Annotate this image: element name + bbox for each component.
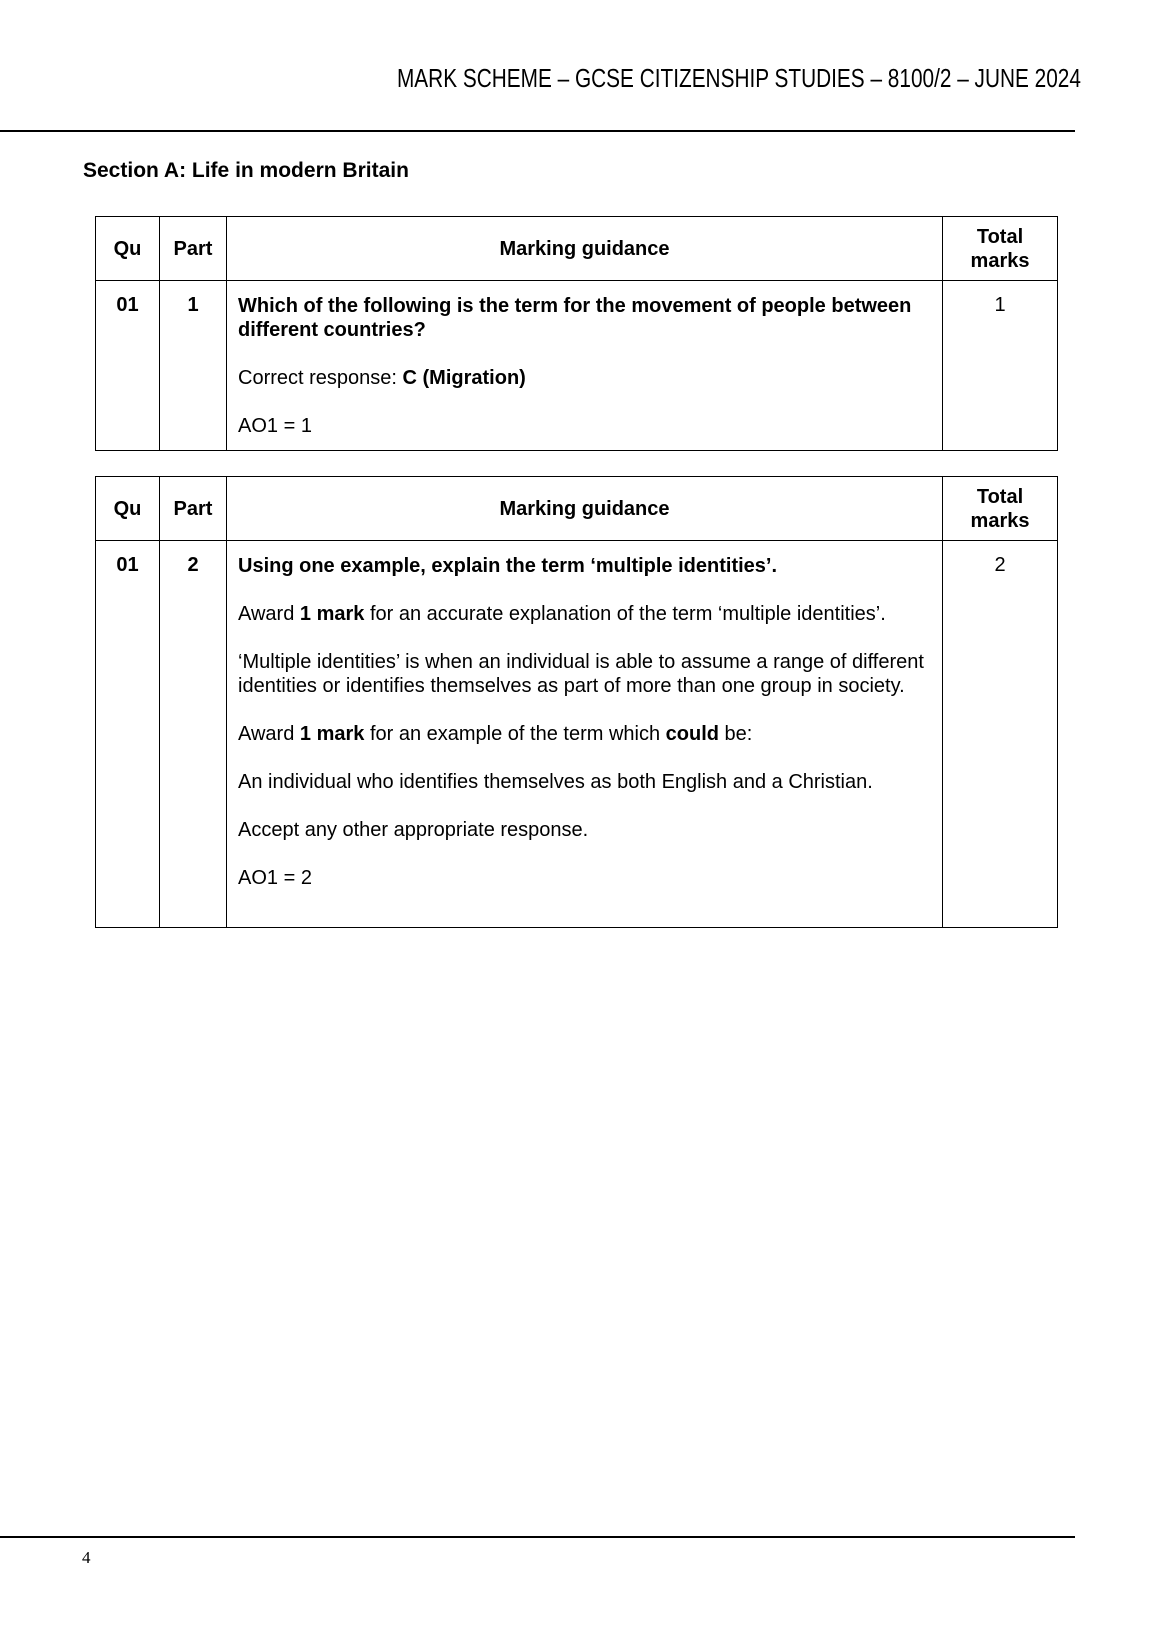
header-title: MARK SCHEME – GCSE CITIZENSHIP STUDIES – 8100/2 – JUNE 2024 — [397, 63, 1081, 93]
col-header-qu: Qu — [96, 217, 160, 281]
guidance-paragraph: ‘Multiple identities’ is when an individual is able to assume a range of different identities or identifies themselves as part of more than one group in society. — [238, 651, 924, 697]
guidance-cell — [227, 281, 943, 451]
guidance-paragraph: Correct response: C (Migration) — [238, 367, 526, 389]
col-header-marking-guidance: Marking guidance — [227, 477, 943, 541]
total-marks-cell: 1 — [943, 281, 1058, 451]
col-header-marking-guidance: Marking guidance — [227, 217, 943, 281]
part-cell: 1 — [160, 281, 227, 451]
mark-row — [96, 541, 1058, 928]
mark-table-question-01-part-1 — [95, 216, 1058, 451]
col-header-qu: Qu — [96, 477, 160, 541]
table-header-row — [96, 477, 1058, 541]
guidance-cell — [227, 541, 943, 928]
page-number: 4 — [82, 1548, 91, 1567]
col-header-total-marks: Total marks — [943, 477, 1058, 541]
guidance-paragraph: AO1 = 2 — [238, 867, 312, 889]
qu-cell: 01 — [96, 281, 160, 451]
mark-table-question-01-part-2 — [95, 476, 1058, 928]
guidance-paragraph: Award 1 mark for an accurate explanation of the term ‘multiple identities’. — [238, 603, 886, 625]
col-header-total-marks: Total marks — [943, 217, 1058, 281]
guidance-paragraph: Which of the following is the term for the movement of people between different countries? — [238, 295, 912, 341]
guidance-paragraph: Using one example, explain the term ‘multiple identities’. — [238, 555, 778, 577]
document-header — [226, 64, 1081, 92]
guidance-paragraph: Accept any other appropriate response. — [238, 819, 589, 841]
header-rule — [0, 130, 1075, 132]
total-marks-cell: 2 — [943, 541, 1058, 928]
footer-rule — [0, 1536, 1075, 1538]
col-header-part: Part — [160, 477, 227, 541]
table-header-row — [96, 217, 1058, 281]
section-title: Section A: Life in modern Britain — [83, 159, 409, 182]
qu-cell: 01 — [96, 541, 160, 928]
guidance-paragraph: An individual who identifies themselves as both English and a Christian. — [238, 771, 873, 793]
col-header-part: Part — [160, 217, 227, 281]
guidance-paragraph: AO1 = 1 — [238, 415, 312, 437]
part-cell: 2 — [160, 541, 227, 928]
mark-row — [96, 281, 1058, 451]
guidance-paragraph: Award 1 mark for an example of the term which could be: — [238, 723, 753, 745]
